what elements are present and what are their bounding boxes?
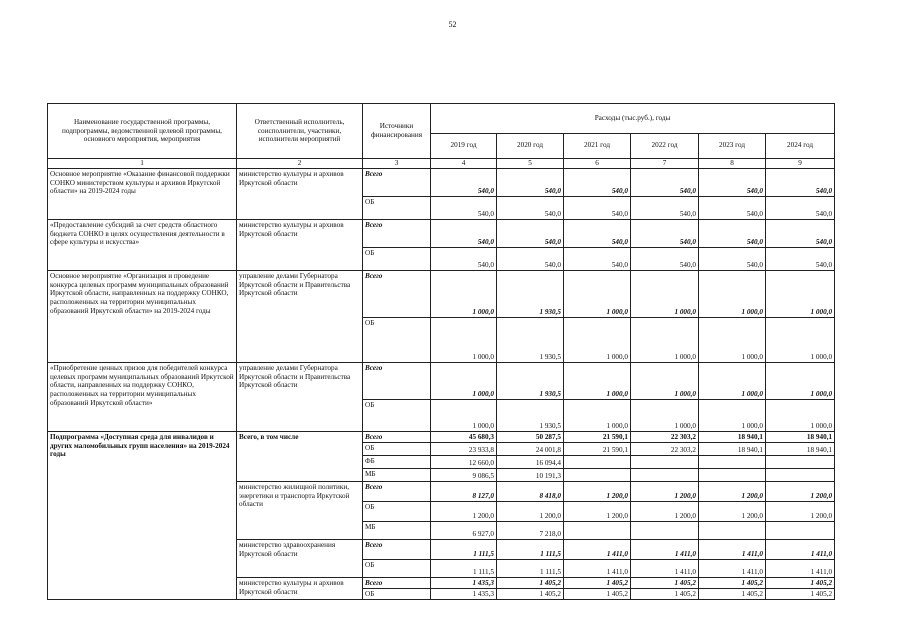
header-responsible: Ответственный исполнитель, соисполнители, участники, исполнители мероприятий [237,104,363,159]
amount-cell: 1 405,2 [699,588,766,599]
amount-cell: 45 680,3 [431,431,497,442]
amount-cell: 1 000,0 [431,270,497,317]
amount-cell [631,455,699,468]
amount-cell: 1 405,2 [766,577,835,588]
amount-cell: 1 000,0 [564,317,631,362]
amount-cell: 1 200,0 [699,501,766,521]
amount-cell: 1 435,3 [431,588,497,599]
col-number: 3 [363,159,431,169]
amount-cell: 540,0 [631,168,699,196]
amount-cell: 540,0 [431,247,497,270]
amount-cell [564,468,631,481]
amount-cell: 1 405,2 [564,577,631,588]
responsible-executor: министерство культуры и архивов Иркутской области [237,577,363,599]
amount-cell: 1 930,5 [497,362,564,399]
budget-table [47,103,835,600]
responsible-executor: управление делами Губернатора Иркутской области и Правительства Иркутской области [237,362,363,431]
amount-cell: 1 000,0 [699,270,766,317]
amount-cell: 1 200,0 [631,481,699,501]
responsible-executor: управление делами Губернатора Иркутской области и Правительства Иркутской области [237,270,363,362]
funding-source: ОБ [363,317,431,362]
amount-cell: 540,0 [564,168,631,196]
measure-name: Основное мероприятие «Организация и проведение конкурса целевых программ муниципальных образований Иркутской области, направленных на поддержку СОНКО, расположенных на территории муниципальных образований Иркутской области» на 2019-2024 годы [48,270,237,362]
amount-cell: 540,0 [431,168,497,196]
amount-cell: 1 405,2 [699,577,766,588]
amount-cell: 1 200,0 [766,501,835,521]
funding-source: ОБ [363,247,431,270]
amount-cell: 16 094,4 [497,455,564,468]
amount-cell: 1 000,0 [631,399,699,431]
amount-cell: 21 590,1 [564,431,631,442]
amount-cell: 1 000,0 [766,270,835,317]
col-number: 9 [766,159,835,169]
amount-cell: 9 086,5 [431,468,497,481]
amount-cell: 1 111,5 [431,539,497,559]
amount-cell: 1 200,0 [631,501,699,521]
amount-cell: 1 411,0 [564,559,631,577]
amount-cell [766,455,835,468]
funding-source: ОБ [363,442,431,455]
amount-cell: 18 940,1 [766,442,835,455]
amount-cell: 540,0 [431,219,497,247]
amount-cell: 1 411,0 [631,559,699,577]
table-row [48,168,835,196]
funding-source: ОБ [363,399,431,431]
responsible-executor: министерство культуры и архивов Иркутской области [237,168,363,219]
amount-cell: 1 000,0 [631,362,699,399]
col-number: 5 [497,159,564,169]
funding-source: Всего [363,431,431,442]
amount-cell: 24 001,8 [497,442,564,455]
amount-cell: 1 000,0 [564,270,631,317]
year-header: 2024 год [766,133,835,158]
amount-cell: 21 590,1 [564,442,631,455]
amount-cell: 540,0 [631,247,699,270]
amount-cell: 22 303,2 [631,431,699,442]
amount-cell: 1 000,0 [631,317,699,362]
amount-cell: 1 200,0 [699,481,766,501]
amount-cell: 540,0 [699,247,766,270]
amount-cell: 1 435,3 [431,577,497,588]
table-row [48,362,835,399]
measure-name: «Приобретение ценных призов для победителей конкурса целевых программ муниципальных образований Иркутской области, направленных на поддержку СОНКО, расположенных на территории муниципальных образований Иркутской области» [48,362,237,431]
funding-source: Всего [363,168,431,196]
responsible-executor: Всего, в том числе [237,431,363,481]
page-number: 52 [448,20,457,29]
year-header: 2023 год [699,133,766,158]
responsible-executor: министерство жилищной политики, энергетики и транспорта Иркутской области [237,481,363,539]
amount-cell: 1 111,5 [497,559,564,577]
funding-source: Всего [363,577,431,588]
funding-source: Всего [363,481,431,501]
amount-cell: 1 000,0 [631,270,699,317]
amount-cell: 1 000,0 [699,399,766,431]
year-header: 2021 год [564,133,631,158]
funding-source: ОБ [363,501,431,521]
funding-source: Всего [363,539,431,559]
amount-cell [766,521,835,539]
amount-cell: 6 927,0 [431,521,497,539]
amount-cell: 540,0 [766,219,835,247]
amount-cell: 540,0 [497,247,564,270]
header-row [48,104,835,134]
header-expenses: Расходы (тыс.руб.), годы [431,104,835,134]
amount-cell [699,468,766,481]
amount-cell: 1 200,0 [431,501,497,521]
amount-cell: 1 000,0 [564,399,631,431]
amount-cell: 1 000,0 [699,362,766,399]
amount-cell: 1 111,5 [431,559,497,577]
col-number: 2 [237,159,363,169]
amount-cell: 50 287,5 [497,431,564,442]
amount-cell: 1 411,0 [766,559,835,577]
funding-source: ОБ [363,196,431,219]
amount-cell: 1 111,5 [497,539,564,559]
amount-cell: 1 000,0 [766,399,835,431]
funding-source: Всего [363,270,431,317]
header-name: Наименование государственной программы, подпрограммы, ведомственной целевой программы, основного мероприятия, мероприятия [48,104,237,159]
amount-cell: 540,0 [497,168,564,196]
header-source: Источники финансирования [363,104,431,159]
amount-cell: 540,0 [699,196,766,219]
amount-cell [699,455,766,468]
funding-source: Всего [363,362,431,399]
amount-cell: 540,0 [431,196,497,219]
amount-cell: 1 000,0 [431,317,497,362]
amount-cell: 1 405,2 [631,577,699,588]
amount-cell: 1 405,2 [497,588,564,599]
amount-cell: 540,0 [766,196,835,219]
year-header: 2022 год [631,133,699,158]
funding-source: ФБ [363,455,431,468]
amount-cell: 1 000,0 [699,317,766,362]
amount-cell: 18 940,1 [699,442,766,455]
table-row [48,219,835,247]
measure-name: Основное мероприятие «Оказание финансовой поддержки СОНКО министерством культуры и архивов Иркутской области» на 2019-2024 годы [48,168,237,219]
measure-name: «Предоставление субсидий за счет средств областного бюджета СОНКО в целях осуществления деятельности в сфере культуры и искусства» [48,219,237,270]
funding-source: ОБ [363,588,431,599]
amount-cell: 7 218,0 [497,521,564,539]
column-number-row [48,159,835,169]
amount-cell: 1 000,0 [431,399,497,431]
amount-cell: 1 411,0 [699,559,766,577]
responsible-executor: министерство здравоохранения Иркутской области [237,539,363,577]
measure-name: Подпрограмма «Доступная среда для инвалидов и других маломобильных групп населения» на 2019-2024 годы [48,431,237,599]
amount-cell: 540,0 [564,219,631,247]
col-number: 4 [431,159,497,169]
amount-cell: 1 000,0 [564,362,631,399]
amount-cell: 1 405,2 [564,588,631,599]
amount-cell: 540,0 [564,196,631,219]
amount-cell: 1 405,2 [631,588,699,599]
amount-cell [564,521,631,539]
funding-source: МБ [363,521,431,539]
col-number: 8 [699,159,766,169]
amount-cell: 540,0 [497,196,564,219]
amount-cell: 1 405,2 [497,577,564,588]
funding-source: ОБ [363,559,431,577]
responsible-executor: министерство культуры и архивов Иркутской области [237,219,363,270]
amount-cell: 1 930,5 [497,399,564,431]
amount-cell: 540,0 [699,219,766,247]
year-header: 2019 год [431,133,497,158]
amount-cell: 540,0 [564,247,631,270]
amount-cell: 1 930,5 [497,270,564,317]
amount-cell: 540,0 [766,247,835,270]
amount-cell: 1 200,0 [564,501,631,521]
amount-cell: 1 200,0 [766,481,835,501]
amount-cell: 18 940,1 [699,431,766,442]
amount-cell: 540,0 [766,168,835,196]
amount-cell: 1 411,0 [766,539,835,559]
amount-cell: 12 660,0 [431,455,497,468]
amount-cell: 1 411,0 [699,539,766,559]
year-header: 2020 год [497,133,564,158]
amount-cell: 10 191,3 [497,468,564,481]
amount-cell: 23 933,8 [431,442,497,455]
amount-cell: 1 411,0 [631,539,699,559]
table-row [48,270,835,317]
amount-cell [766,468,835,481]
amount-cell: 1 930,5 [497,317,564,362]
amount-cell: 540,0 [497,219,564,247]
funding-source: Всего [363,219,431,247]
amount-cell: 18 940,1 [766,431,835,442]
amount-cell: 1 405,2 [766,588,835,599]
col-number: 7 [631,159,699,169]
amount-cell: 8 418,0 [497,481,564,501]
amount-cell [699,521,766,539]
col-number: 1 [48,159,237,169]
amount-cell: 540,0 [699,168,766,196]
amount-cell [564,455,631,468]
amount-cell: 1 200,0 [497,501,564,521]
amount-cell: 1 411,0 [564,539,631,559]
amount-cell: 1 000,0 [766,317,835,362]
amount-cell: 1 000,0 [766,362,835,399]
amount-cell: 8 127,0 [431,481,497,501]
amount-cell: 1 000,0 [431,362,497,399]
table-row [48,431,835,442]
amount-cell: 540,0 [631,196,699,219]
amount-cell [631,521,699,539]
funding-source: МБ [363,468,431,481]
amount-cell: 1 200,0 [564,481,631,501]
amount-cell [631,468,699,481]
amount-cell: 540,0 [631,219,699,247]
col-number: 6 [564,159,631,169]
amount-cell: 22 303,2 [631,442,699,455]
